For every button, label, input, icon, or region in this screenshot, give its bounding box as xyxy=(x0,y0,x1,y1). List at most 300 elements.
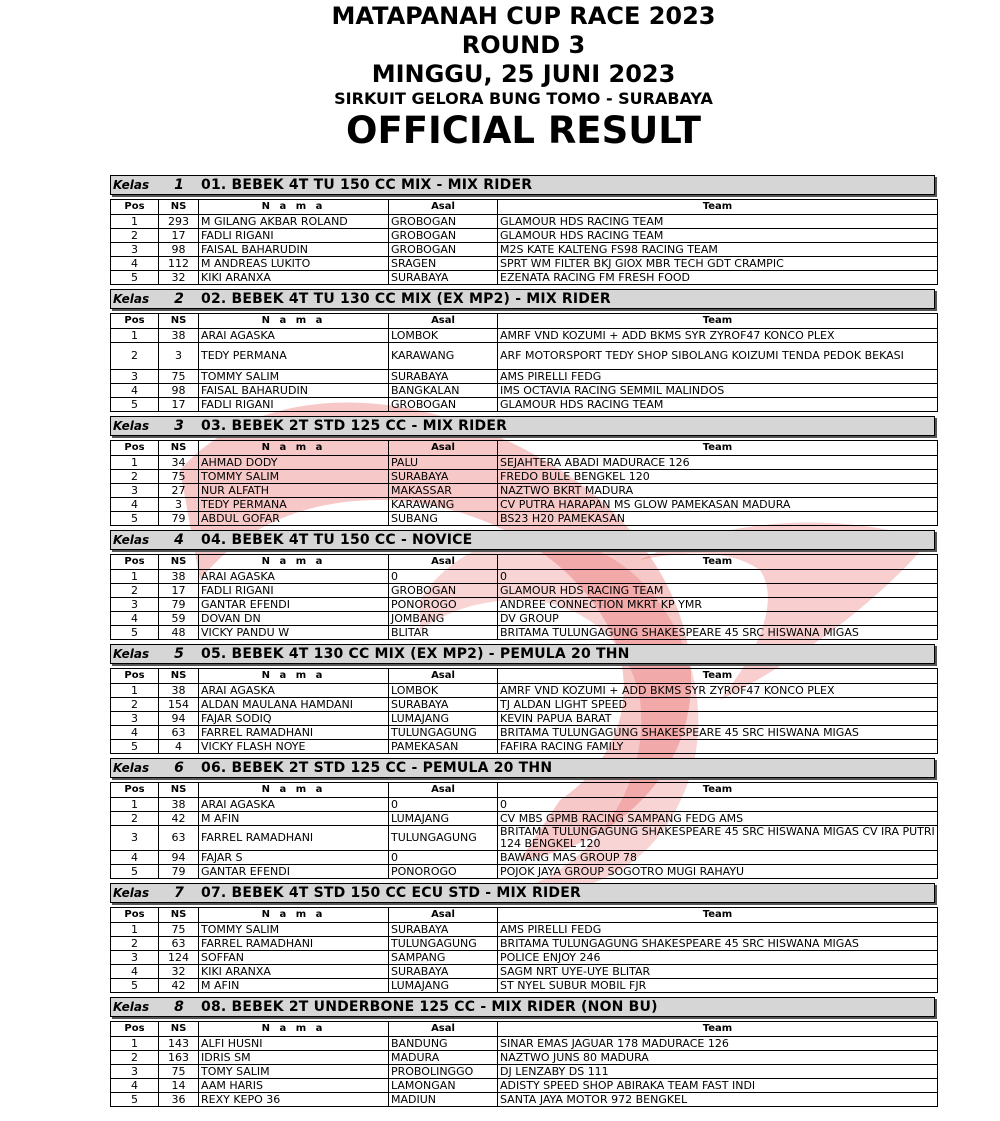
table-row xyxy=(111,329,938,343)
team-cell: NAZTWO JUNS 80 MADURA xyxy=(498,1051,938,1065)
ns-cell: 14 xyxy=(159,1079,199,1093)
table-row xyxy=(111,370,938,384)
team-cell: EZENATA RACING FM FRESH FOOD xyxy=(498,271,938,285)
rider-name-cell: IDRIS SM xyxy=(199,1051,389,1065)
col-header-nama: N a m a xyxy=(199,314,389,329)
ns-cell: 32 xyxy=(159,271,199,285)
origin-cell: KARAWANG xyxy=(389,343,498,370)
pos-cell: 1 xyxy=(111,923,159,937)
pos-cell: 4 xyxy=(111,965,159,979)
team-cell: SEJAHTERA ABADI MADURACE 126 xyxy=(498,456,938,470)
ns-cell: 98 xyxy=(159,384,199,398)
col-header-nama: N a m a xyxy=(199,1022,389,1037)
team-cell: AMS PIRELLI FEDG xyxy=(498,923,938,937)
team-cell: IMS OCTAVIA RACING SEMMIL MALINDOS xyxy=(498,384,938,398)
col-header-pos: Pos xyxy=(111,200,159,215)
pos-cell: 2 xyxy=(111,1051,159,1065)
team-cell: ARF MOTORSPORT TEDY SHOP SIBOLANG KOIZUMI TENDA PEDOK BEKASI xyxy=(498,343,938,370)
team-cell: GLAMOUR HDS RACING TEAM xyxy=(498,215,938,229)
rider-name-cell: M AFIN xyxy=(199,979,389,993)
rider-name-cell: TOMMY SALIM xyxy=(199,923,389,937)
table-row xyxy=(111,798,938,812)
team-cell: FREDO BULE BENGKEL 120 xyxy=(498,470,938,484)
origin-cell: 0 xyxy=(389,798,498,812)
rider-name-cell: ABDUL GOFAR xyxy=(199,512,389,526)
pos-cell: 5 xyxy=(111,398,159,412)
col-header-nama: N a m a xyxy=(199,441,389,456)
ns-cell: 3 xyxy=(159,498,199,512)
col-header-team: Team xyxy=(498,1022,938,1037)
col-header-ns: NS xyxy=(159,669,199,684)
team-cell: NAZTWO BKRT MADURA xyxy=(498,484,938,498)
class-header-bar xyxy=(110,997,935,1017)
ns-cell: 38 xyxy=(159,329,199,343)
pos-cell: 1 xyxy=(111,329,159,343)
origin-cell: BANDUNG xyxy=(389,1037,498,1051)
ns-cell: 38 xyxy=(159,570,199,584)
origin-cell: MADURA xyxy=(389,1051,498,1065)
results-table xyxy=(110,313,938,412)
team-cell: BS23 H20 PAMEKASAN xyxy=(498,512,938,526)
table-header-row xyxy=(111,555,938,570)
pos-cell: 1 xyxy=(111,1037,159,1051)
ns-cell: 32 xyxy=(159,965,199,979)
col-header-team: Team xyxy=(498,441,938,456)
class-title: 07. BEBEK 4T STD 150 CC ECU STD - MIX RIDER xyxy=(201,885,581,901)
pos-cell: 4 xyxy=(111,498,159,512)
results-table xyxy=(110,199,938,285)
class-number: 1 xyxy=(174,177,184,193)
pos-cell: 3 xyxy=(111,1065,159,1079)
rider-name-cell: TEDY PERMANA xyxy=(199,343,389,370)
ns-cell: 75 xyxy=(159,370,199,384)
col-header-nama: N a m a xyxy=(199,908,389,923)
team-cell: SPRT WM FILTER BKJ GIOX MBR TECH GDT CRAMPIC xyxy=(498,257,938,271)
rider-name-cell: ARAI AGASKA xyxy=(199,684,389,698)
table-row xyxy=(111,1051,938,1065)
team-cell: ANDREE CONNECTION MKRT KP YMR xyxy=(498,598,938,612)
origin-cell: 0 xyxy=(389,851,498,865)
ns-cell: 75 xyxy=(159,1065,199,1079)
table-row xyxy=(111,243,938,257)
origin-cell: LOMBOK xyxy=(389,329,498,343)
results-table xyxy=(110,782,938,879)
table-row xyxy=(111,271,938,285)
table-header-row xyxy=(111,441,938,456)
table-header-row xyxy=(111,314,938,329)
rider-name-cell: FARREL RAMADHANI xyxy=(199,937,389,951)
pos-cell: 2 xyxy=(111,229,159,243)
ns-cell: 48 xyxy=(159,626,199,640)
origin-cell: LUMAJANG xyxy=(389,812,498,826)
origin-cell: SRAGEN xyxy=(389,257,498,271)
kelas-label: Kelas xyxy=(113,1000,150,1014)
table-row xyxy=(111,1065,938,1079)
origin-cell: GROBOGAN xyxy=(389,243,498,257)
class-title: 05. BEBEK 4T 130 CC MIX (EX MP2) - PEMULA 20 THN xyxy=(201,646,630,662)
ns-cell: 293 xyxy=(159,215,199,229)
table-row xyxy=(111,456,938,470)
origin-cell: LAMONGAN xyxy=(389,1079,498,1093)
team-cell: DJ LENZABY DS 111 xyxy=(498,1065,938,1079)
rider-name-cell: VICKY FLASH NOYE xyxy=(199,740,389,754)
pos-cell: 2 xyxy=(111,698,159,712)
team-cell: AMS PIRELLI FEDG xyxy=(498,370,938,384)
ns-cell: 154 xyxy=(159,698,199,712)
pos-cell: 5 xyxy=(111,512,159,526)
col-header-ns: NS xyxy=(159,555,199,570)
ns-cell: 42 xyxy=(159,812,199,826)
team-cell: CV PUTRA HARAPAN MS GLOW PAMEKASAN MADURA xyxy=(498,498,938,512)
pos-cell: 3 xyxy=(111,951,159,965)
col-header-asal: Asal xyxy=(389,441,498,456)
ns-cell: 163 xyxy=(159,1051,199,1065)
rider-name-cell: SOFFAN xyxy=(199,951,389,965)
col-header-team: Team xyxy=(498,783,938,798)
origin-cell: 0 xyxy=(389,570,498,584)
class-title: 03. BEBEK 2T STD 125 CC - MIX RIDER xyxy=(201,418,508,434)
origin-cell: SURABAYA xyxy=(389,271,498,285)
pos-cell: 4 xyxy=(111,1079,159,1093)
ns-cell: 124 xyxy=(159,951,199,965)
pos-cell: 4 xyxy=(111,726,159,740)
col-header-nama: N a m a xyxy=(199,555,389,570)
col-header-ns: NS xyxy=(159,1022,199,1037)
table-row xyxy=(111,484,938,498)
class-section xyxy=(110,758,937,879)
pos-cell: 3 xyxy=(111,712,159,726)
rider-name-cell: TOMMY SALIM xyxy=(199,370,389,384)
origin-cell: LUMAJANG xyxy=(389,979,498,993)
rider-name-cell: FAISAL BAHARUDIN xyxy=(199,243,389,257)
origin-cell: SURABAYA xyxy=(389,470,498,484)
col-header-team: Team xyxy=(498,669,938,684)
table-row xyxy=(111,598,938,612)
rider-name-cell: FAJAR SODIQ xyxy=(199,712,389,726)
col-header-pos: Pos xyxy=(111,669,159,684)
col-header-asal: Asal xyxy=(389,555,498,570)
origin-cell: SURABAYA xyxy=(389,923,498,937)
pos-cell: 4 xyxy=(111,851,159,865)
class-header-bar xyxy=(110,416,935,436)
col-header-ns: NS xyxy=(159,200,199,215)
table-row xyxy=(111,684,938,698)
class-title: 02. BEBEK 4T TU 130 CC MIX (EX MP2) - MIX RIDER xyxy=(201,291,611,307)
team-cell: GLAMOUR HDS RACING TEAM xyxy=(498,229,938,243)
pos-cell: 4 xyxy=(111,384,159,398)
ns-cell: 59 xyxy=(159,612,199,626)
team-cell: DV GROUP xyxy=(498,612,938,626)
origin-cell: MAKASSAR xyxy=(389,484,498,498)
ns-cell: 4 xyxy=(159,740,199,754)
team-cell: AMRF VND KOZUMI + ADD BKMS SYR ZYROF47 KONCO PLEX xyxy=(498,329,938,343)
origin-cell: GROBOGAN xyxy=(389,398,498,412)
team-cell: SINAR EMAS JAGUAR 178 MADURACE 126 xyxy=(498,1037,938,1051)
rider-name-cell: FADLI RIGANI xyxy=(199,584,389,598)
rider-name-cell: FARREL RAMADHANI xyxy=(199,826,389,851)
ns-cell: 143 xyxy=(159,1037,199,1051)
table-row xyxy=(111,215,938,229)
class-title: 04. BEBEK 4T TU 150 CC - NOVICE xyxy=(201,532,473,548)
pos-cell: 2 xyxy=(111,584,159,598)
class-section xyxy=(110,883,937,993)
col-header-team: Team xyxy=(498,314,938,329)
ns-cell: 63 xyxy=(159,937,199,951)
rider-name-cell: ARAI AGASKA xyxy=(199,798,389,812)
pos-cell: 3 xyxy=(111,243,159,257)
table-row xyxy=(111,1079,938,1093)
table-row xyxy=(111,384,938,398)
kelas-label: Kelas xyxy=(113,292,150,306)
team-cell: SAGM NRT UYE-UYE BLITAR xyxy=(498,965,938,979)
pos-cell: 5 xyxy=(111,1093,159,1107)
table-row xyxy=(111,512,938,526)
ns-cell: 79 xyxy=(159,512,199,526)
ns-cell: 63 xyxy=(159,726,199,740)
class-header-bar xyxy=(110,883,935,903)
rider-name-cell: DOVAN DN xyxy=(199,612,389,626)
origin-cell: SURABAYA xyxy=(389,698,498,712)
class-title: 08. BEBEK 2T UNDERBONE 125 CC - MIX RIDER (NON BU) xyxy=(201,999,658,1015)
col-header-pos: Pos xyxy=(111,441,159,456)
kelas-label: Kelas xyxy=(113,419,150,433)
origin-cell: BLITAR xyxy=(389,626,498,640)
col-header-pos: Pos xyxy=(111,555,159,570)
table-row xyxy=(111,470,938,484)
class-header-bar xyxy=(110,175,935,195)
table-row xyxy=(111,229,938,243)
class-section xyxy=(110,530,937,640)
table-row xyxy=(111,626,938,640)
table-row xyxy=(111,343,938,370)
rider-name-cell: TOMMY SALIM xyxy=(199,470,389,484)
rider-name-cell: KIKI ARANXA xyxy=(199,965,389,979)
pos-cell: 1 xyxy=(111,215,159,229)
origin-cell: PAMEKASAN xyxy=(389,740,498,754)
rider-name-cell: ALFI HUSNI xyxy=(199,1037,389,1051)
origin-cell: TULUNGAGUNG xyxy=(389,937,498,951)
table-row xyxy=(111,979,938,993)
ns-cell: 75 xyxy=(159,470,199,484)
event-venue: SIRKUIT GELORA BUNG TOMO - SURABAYA xyxy=(334,89,713,108)
col-header-pos: Pos xyxy=(111,908,159,923)
origin-cell: JOMBANG xyxy=(389,612,498,626)
table-row xyxy=(111,937,938,951)
col-header-ns: NS xyxy=(159,783,199,798)
pos-cell: 3 xyxy=(111,370,159,384)
class-number: 2 xyxy=(174,291,184,307)
team-cell: BRITAMA TULUNGAGUNG SHAKESPEARE 45 SRC HISWANA MIGAS CV IRA PUTRI 124 BENGKEL 120 xyxy=(498,826,938,851)
rider-name-cell: ARAI AGASKA xyxy=(199,570,389,584)
table-header-row xyxy=(111,1022,938,1037)
rider-name-cell: ALDAN MAULANA HAMDANI xyxy=(199,698,389,712)
table-row xyxy=(111,923,938,937)
ns-cell: 63 xyxy=(159,826,199,851)
origin-cell: PALU xyxy=(389,456,498,470)
origin-cell: PROBOLINGGO xyxy=(389,1065,498,1079)
col-header-team: Team xyxy=(498,908,938,923)
col-header-pos: Pos xyxy=(111,783,159,798)
table-row xyxy=(111,570,938,584)
col-header-asal: Asal xyxy=(389,669,498,684)
col-header-team: Team xyxy=(498,555,938,570)
col-header-ns: NS xyxy=(159,314,199,329)
pos-cell: 1 xyxy=(111,684,159,698)
rider-name-cell: M ANDREAS LUKITO xyxy=(199,257,389,271)
table-header-row xyxy=(111,783,938,798)
results-table xyxy=(110,554,938,640)
origin-cell: LUMAJANG xyxy=(389,712,498,726)
team-cell: TJ ALDAN LIGHT SPEED xyxy=(498,698,938,712)
ns-cell: 79 xyxy=(159,865,199,879)
col-header-pos: Pos xyxy=(111,1022,159,1037)
team-cell: AMRF VND KOZUMI + ADD BKMS SYR ZYROF47 KONCO PLEX xyxy=(498,684,938,698)
kelas-label: Kelas xyxy=(113,761,150,775)
pos-cell: 4 xyxy=(111,257,159,271)
class-section xyxy=(110,175,937,285)
rider-name-cell: ARAI AGASKA xyxy=(199,329,389,343)
class-section xyxy=(110,644,937,754)
ns-cell: 42 xyxy=(159,979,199,993)
rider-name-cell: NUR ALFATH xyxy=(199,484,389,498)
class-number: 3 xyxy=(174,418,184,434)
ns-cell: 38 xyxy=(159,684,199,698)
kelas-label: Kelas xyxy=(113,178,150,192)
origin-cell: GROBOGAN xyxy=(389,584,498,598)
ns-cell: 36 xyxy=(159,1093,199,1107)
rider-name-cell: VICKY PANDU W xyxy=(199,626,389,640)
col-header-asal: Asal xyxy=(389,783,498,798)
table-row xyxy=(111,812,938,826)
pos-cell: 2 xyxy=(111,470,159,484)
team-cell: POJOK JAYA GROUP SOGOTRO MUGI RAHAYU xyxy=(498,865,938,879)
pos-cell: 5 xyxy=(111,626,159,640)
pos-cell: 2 xyxy=(111,812,159,826)
team-cell: 0 xyxy=(498,798,938,812)
table-row xyxy=(111,584,938,598)
origin-cell: LOMBOK xyxy=(389,684,498,698)
rider-name-cell: GANTAR EFENDI xyxy=(199,598,389,612)
table-row xyxy=(111,740,938,754)
ns-cell: 17 xyxy=(159,584,199,598)
table-header-row xyxy=(111,908,938,923)
results-table xyxy=(110,440,938,526)
class-header-bar xyxy=(110,644,935,664)
document-header xyxy=(0,2,1000,153)
ns-cell: 17 xyxy=(159,229,199,243)
team-cell: GLAMOUR HDS RACING TEAM xyxy=(498,584,938,598)
results-container xyxy=(110,175,937,1111)
team-cell: ADISTY SPEED SHOP ABIRAKA TEAM FAST INDI xyxy=(498,1079,938,1093)
pos-cell: 5 xyxy=(111,865,159,879)
pos-cell: 3 xyxy=(111,598,159,612)
origin-cell: SURABAYA xyxy=(389,965,498,979)
team-cell: BAWANG MAS GROUP 78 xyxy=(498,851,938,865)
table-header-row xyxy=(111,200,938,215)
ns-cell: 38 xyxy=(159,798,199,812)
col-header-pos: Pos xyxy=(111,314,159,329)
origin-cell: BANGKALAN xyxy=(389,384,498,398)
rider-name-cell: M AFIN xyxy=(199,812,389,826)
table-row xyxy=(111,712,938,726)
class-number: 7 xyxy=(174,885,184,901)
rider-name-cell: TOMY SALIM xyxy=(199,1065,389,1079)
origin-cell: PONOROGO xyxy=(389,865,498,879)
pos-cell: 1 xyxy=(111,798,159,812)
pos-cell: 4 xyxy=(111,612,159,626)
rider-name-cell: AAM HARIS xyxy=(199,1079,389,1093)
ns-cell: 98 xyxy=(159,243,199,257)
col-header-asal: Asal xyxy=(389,314,498,329)
pos-cell: 3 xyxy=(111,826,159,851)
pos-cell: 2 xyxy=(111,937,159,951)
table-row xyxy=(111,1037,938,1051)
pos-cell: 1 xyxy=(111,570,159,584)
team-cell: 0 xyxy=(498,570,938,584)
rider-name-cell: FADLI RIGANI xyxy=(199,398,389,412)
pos-cell: 5 xyxy=(111,979,159,993)
origin-cell: TULUNGAGUNG xyxy=(389,826,498,851)
table-row xyxy=(111,698,938,712)
class-header-bar xyxy=(110,289,935,309)
table-row xyxy=(111,865,938,879)
ns-cell: 79 xyxy=(159,598,199,612)
class-number: 5 xyxy=(174,646,184,662)
table-row xyxy=(111,398,938,412)
event-date: MINGGU, 25 JUNI 2023 xyxy=(371,60,676,88)
table-row xyxy=(111,951,938,965)
ns-cell: 27 xyxy=(159,484,199,498)
table-row xyxy=(111,726,938,740)
table-row xyxy=(111,965,938,979)
origin-cell: KARAWANG xyxy=(389,498,498,512)
class-section xyxy=(110,289,937,412)
rider-name-cell: FADLI RIGANI xyxy=(199,229,389,243)
pos-cell: 5 xyxy=(111,740,159,754)
pos-cell: 3 xyxy=(111,484,159,498)
kelas-label: Kelas xyxy=(113,886,150,900)
team-cell: SANTA JAYA MOTOR 972 BENGKEL xyxy=(498,1093,938,1107)
class-title: 06. BEBEK 2T STD 125 CC - PEMULA 20 THN xyxy=(201,760,553,776)
rider-name-cell: M GILANG AKBAR ROLAND xyxy=(199,215,389,229)
team-cell: POLICE ENJOY 246 xyxy=(498,951,938,965)
origin-cell: SURABAYA xyxy=(389,370,498,384)
pos-cell: 1 xyxy=(111,456,159,470)
results-table xyxy=(110,668,938,754)
origin-cell: GROBOGAN xyxy=(389,229,498,243)
ns-cell: 34 xyxy=(159,456,199,470)
class-section xyxy=(110,416,937,526)
class-number: 8 xyxy=(174,999,184,1015)
rider-name-cell: AHMAD DODY xyxy=(199,456,389,470)
team-cell: M2S KATE KALTENG FS98 RACING TEAM xyxy=(498,243,938,257)
table-row xyxy=(111,851,938,865)
origin-cell: PONOROGO xyxy=(389,598,498,612)
rider-name-cell: FAJAR S xyxy=(199,851,389,865)
col-header-ns: NS xyxy=(159,441,199,456)
rider-name-cell: REXY KEPO 36 xyxy=(199,1093,389,1107)
col-header-asal: Asal xyxy=(389,1022,498,1037)
col-header-ns: NS xyxy=(159,908,199,923)
pos-cell: 2 xyxy=(111,343,159,370)
col-header-asal: Asal xyxy=(389,908,498,923)
ns-cell: 94 xyxy=(159,851,199,865)
team-cell: BRITAMA TULUNGAGUNG SHAKESPEARE 45 SRC HISWANA MIGAS xyxy=(498,626,938,640)
col-header-team: Team xyxy=(498,200,938,215)
event-title: MATAPANAH CUP RACE 2023 xyxy=(331,2,716,30)
table-row xyxy=(111,257,938,271)
rider-name-cell: FAISAL BAHARUDIN xyxy=(199,384,389,398)
